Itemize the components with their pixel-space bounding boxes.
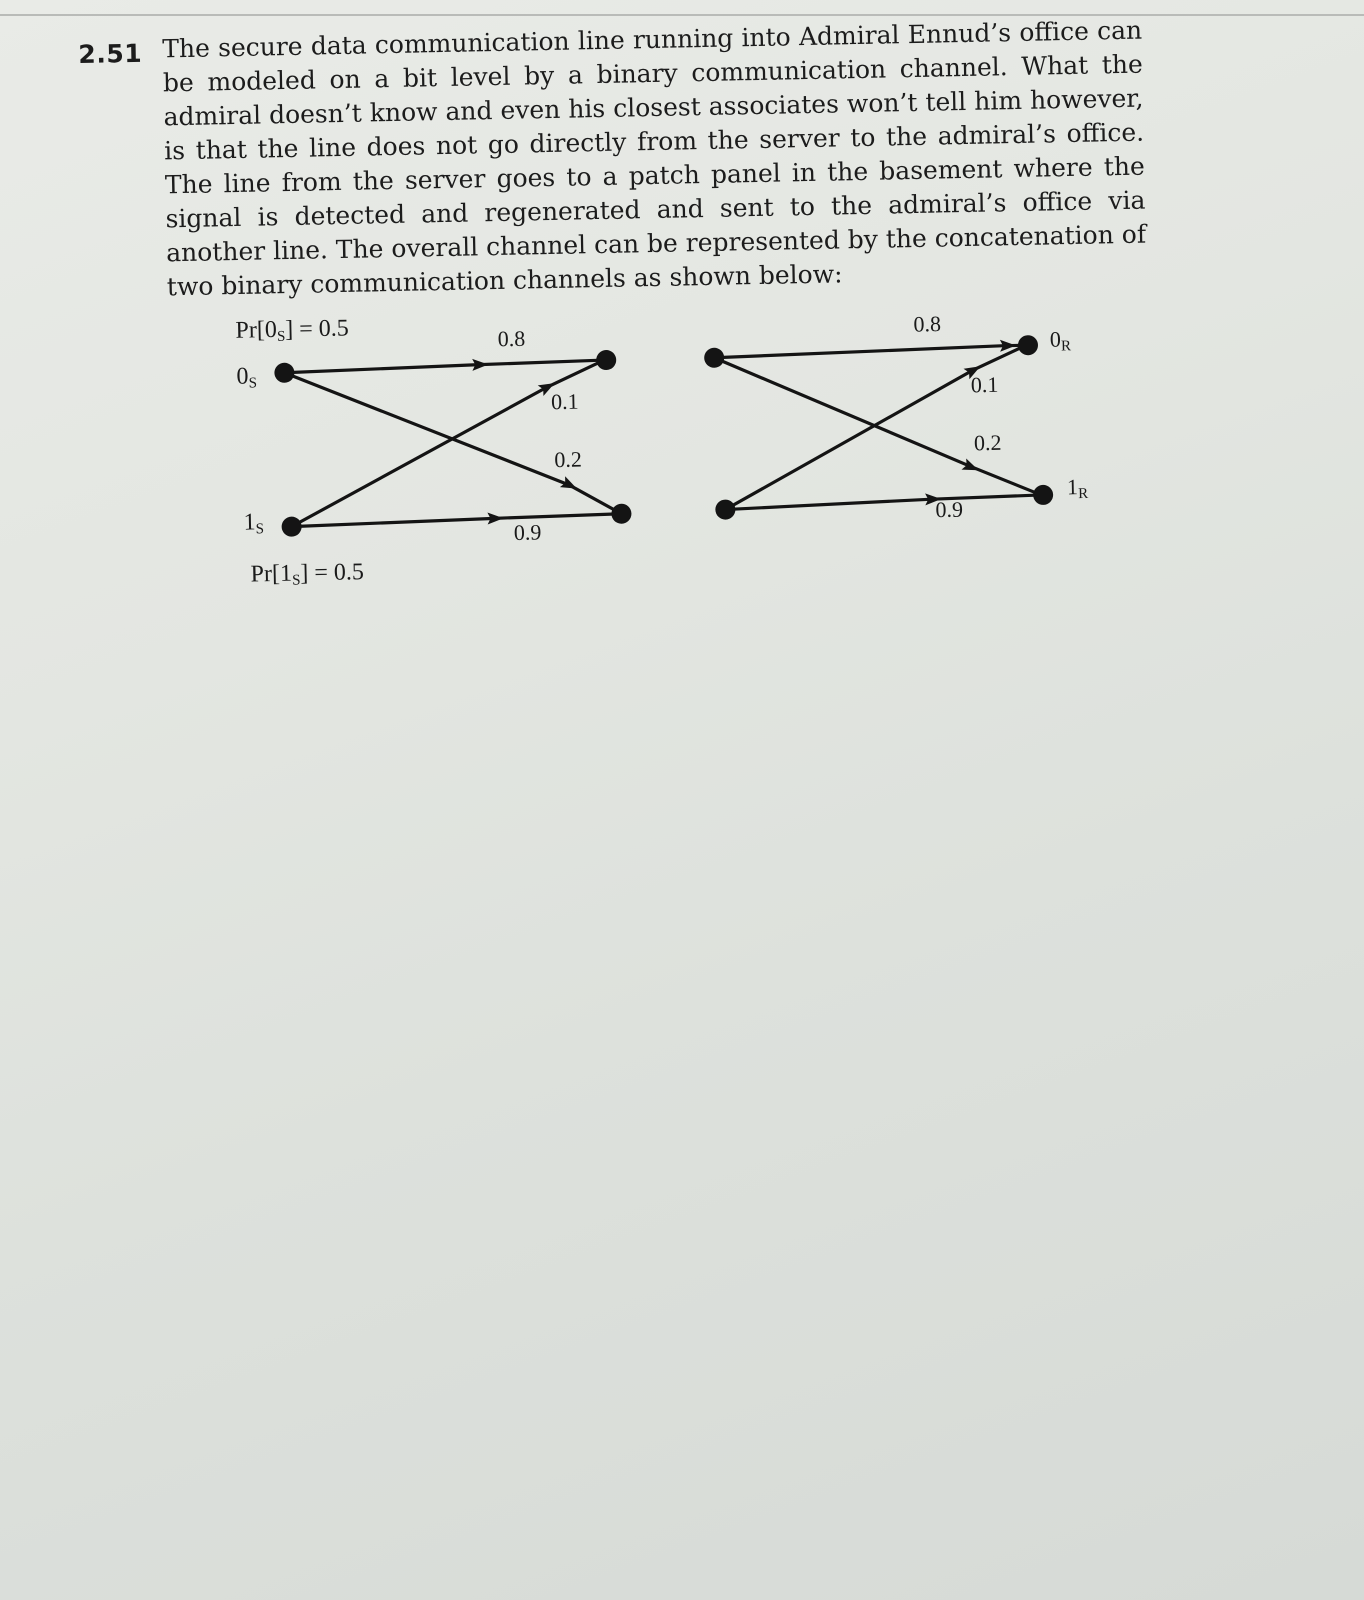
edge-c2-1-0r — [723, 370, 976, 509]
c1-prob-11: 0.9 — [513, 519, 542, 545]
prior-1-prefix: Pr[1 — [250, 560, 293, 588]
receiver-1-sub: R — [1077, 485, 1089, 503]
c2-prob-00: 0.8 — [913, 311, 942, 337]
node-mid-right-0 — [704, 348, 724, 368]
node-receiver-1 — [1033, 485, 1053, 505]
c1-prob-10: 0.1 — [550, 388, 579, 415]
problem-number: 2.51 — [78, 38, 143, 69]
problem-statement: The secure data communication line running into Admiral Ennud’s office can be modeled on a bit level by a binary communication channel. What the admiral doesn’t know and even his closest associates won’t tell him however, is that the line does not go directly from the server to the admiral’s office. The line from the server goes to a patch panel in the basement where the signal is detected and regenerated and sent to the admiral’s office via another line. The overall channel can be represented by the concatenation of two binary communication channels as shown below: — [162, 15, 1147, 302]
c1-prob-00: 0.8 — [497, 325, 526, 352]
c2-prob-11: 0.9 — [935, 496, 964, 523]
prior-1-sub: S — [291, 572, 301, 589]
node-source-1 — [281, 516, 301, 536]
receiver-1-base: 1 — [1066, 474, 1079, 500]
prior-1-suffix: ] = 0.5 — [300, 559, 365, 587]
receiver-0-label — [1050, 326, 1072, 355]
source-0-sub: S — [248, 375, 258, 392]
receiver-0-sub: R — [1060, 338, 1072, 355]
edge-c1-1s-0 — [289, 387, 550, 526]
edge-c1-0s-0 — [284, 365, 476, 373]
source-1-sub: S — [255, 521, 265, 538]
node-mid-right-1 — [715, 499, 735, 519]
receiver-1-label — [1067, 474, 1089, 503]
c2-prob-01: 0.2 — [973, 429, 1002, 456]
channel-diagram — [225, 287, 1131, 606]
node-mid-left-1 — [611, 504, 631, 524]
edge-c1-0s-0-tail — [476, 360, 604, 365]
edge-c1-1s-0-tail — [546, 360, 605, 387]
edge-c2-1-0r-tail — [972, 345, 1026, 370]
top-rule — [0, 14, 1364, 16]
edges — [284, 345, 1041, 527]
node-mid-left-0 — [596, 350, 616, 370]
edge-c1-0s-1 — [284, 367, 568, 491]
c1-prob-01: 0.2 — [554, 446, 583, 473]
problem-block — [78, 13, 1178, 302]
prior-0-label — [235, 315, 349, 346]
c2-prob-10: 0.1 — [970, 371, 999, 398]
edge-c2-0-0r — [714, 346, 1004, 358]
prior-0-sub: S — [276, 328, 286, 345]
receiver-0-base: 0 — [1049, 326, 1062, 352]
source-1-base: 1 — [243, 509, 256, 536]
edge-c2-0-1r-tail — [971, 465, 1042, 496]
prior-0-prefix: Pr[0 — [235, 316, 278, 344]
source-1-label — [243, 509, 264, 538]
arrow-c1-0s-1 — [560, 476, 580, 494]
source-0-label — [236, 363, 257, 392]
edge-c1-1s-1-tail — [491, 514, 621, 519]
node-source-0 — [274, 363, 294, 383]
edge-c2-1-1r — [725, 499, 929, 509]
prior-0-suffix: ] = 0.5 — [284, 315, 349, 343]
edge-c1-1s-1 — [292, 518, 492, 526]
source-0-base: 0 — [236, 363, 249, 390]
edge-c2-0-1r — [714, 352, 970, 471]
arrow-c2-0-1r — [962, 459, 981, 476]
node-receiver-0 — [1018, 335, 1038, 355]
prior-1-label — [250, 559, 364, 590]
